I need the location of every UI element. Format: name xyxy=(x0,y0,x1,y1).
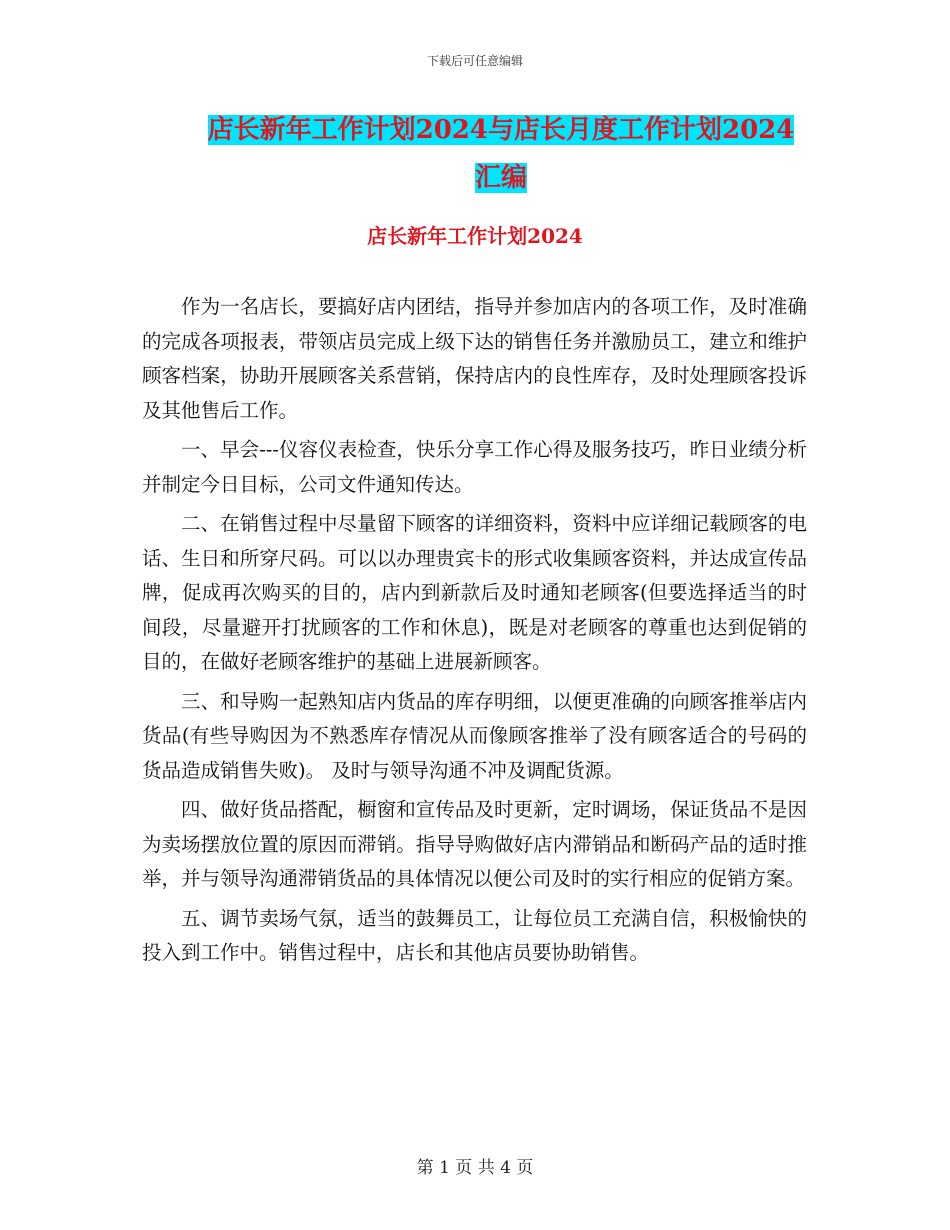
body-paragraph-intro: 作为一名店长，要搞好店内团结，指导并参加店内的各项工作，及时准确的完成各项报表，带领店员完成上级下达的销售任务并激励员工，建立和维护顾客档案，协助开展顾客关系营销，保持店内的良性库存，及时处理顾客投诉及其他售后工作。 xyxy=(142,295,807,422)
body-paragraph-5: 五、调节卖场气氛，适当的鼓舞员工，让每位员工充满自信，积极愉快的投入到工作中。销售过程中，店长和其他店员要协助销售。 xyxy=(142,906,807,964)
document-title xyxy=(196,106,806,202)
page-footer: 第 1 页 共 4 页 xyxy=(416,1158,534,1178)
body-paragraph-1: 一、早会---仪容仪表检查，快乐分享工作心得及服务技巧，昨日业绩分析并制定今日目标，公司文件通知传达。 xyxy=(142,438,807,496)
body-paragraph-4: 四、做好货品搭配，橱窗和宣传品及时更新，定时调场，保证货品不是因为卖场摆放位置的原因而滞销。指导导购做好店内滞销品和断码产品的适时推举，并与领导沟通滞销货品的具体情况以便公司及时的实行相应的促销方案。 xyxy=(142,798,807,890)
body-paragraph-3: 三、和导购一起熟知店内货品的库存明细，以便更准确的向顾客推举店内货品(有些导购因为不熟悉库存情况从而像顾客推举了没有顾客适合的号码的货品造成销售失败)。 及时与领导沟通不冲及调配货源。 xyxy=(142,689,807,782)
body-paragraph-2: 二、在销售过程中尽量留下顾客的详细资料，资料中应详细记载顾客的电话、生日和所穿尺码。可以以办理贵宾卡的形式收集顾客资料，并达成宣传品牌，促成再次购买的目的，店内到新款后及时通知老顾客(但要选择适当的时间段，尽量避开打扰顾客的工作和休息)，既是对老顾客的尊重也达到促销的目的，在做好老顾客维护的基础上进展新顾客。 xyxy=(142,512,807,673)
section-title: 店长新年工作计划2024 xyxy=(367,224,583,248)
page-header-note: 下载后可任意编辑 xyxy=(426,54,523,68)
document-body xyxy=(142,290,807,976)
document-title-text: 店长新年工作计划2024与店长月度工作计划2024汇编 xyxy=(207,115,795,193)
